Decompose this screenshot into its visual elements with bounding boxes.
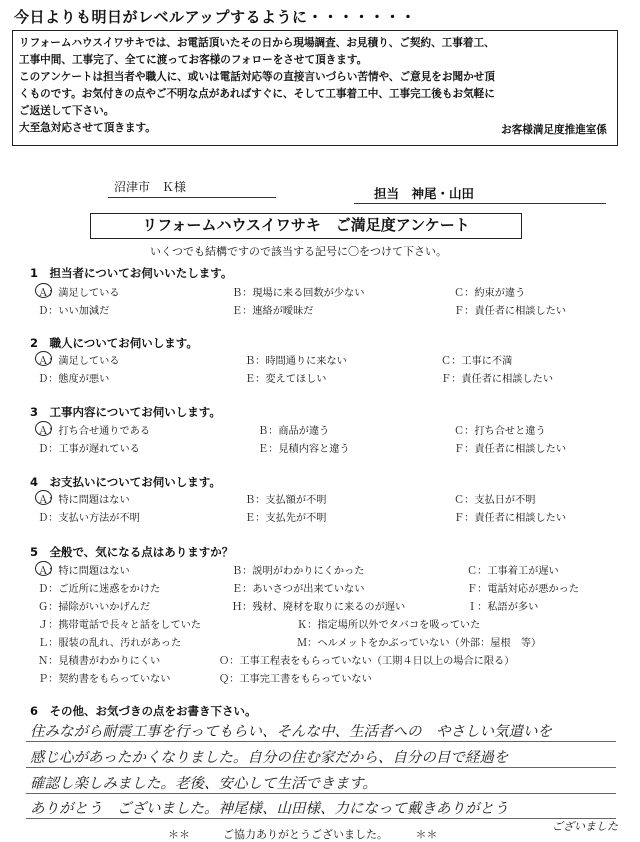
q6-heading: 6 その他、お気づきの点をお書き下さい。 bbox=[30, 704, 257, 718]
q5-option: Ｇ：掃除がいいかげんだ bbox=[38, 602, 151, 613]
intro-line: くものです。お気付きの点やご不明な点があればすぐに、そして工事着工中、工事完工後もお気軽に bbox=[19, 88, 495, 100]
q2-option: Ｆ：責任者に相談したい bbox=[441, 374, 554, 385]
intro-line: ご返送して下さい。 bbox=[19, 105, 115, 117]
q4-option: Ｃ：支払日が不明 bbox=[454, 495, 536, 506]
customer-underline bbox=[108, 197, 276, 198]
intro-line: リフォームハウスイワサキでは、お電話頂いたその日から現場調査、お見積り、ご契約、工事着工、 bbox=[19, 37, 495, 49]
q5-option: Ｆ：電話対応が悪かった bbox=[467, 584, 580, 595]
writing-line bbox=[26, 741, 616, 742]
q3-option: Ｆ：責任者に相談したい bbox=[454, 444, 567, 455]
q1-heading: 1 担当者についてお伺いいたします。 bbox=[30, 266, 233, 280]
q2-option: Ｅ：変えてほしい bbox=[245, 374, 327, 385]
handwritten-line: ありがとう ございました。神尾様、山田様、力になって戴きありがとう bbox=[30, 801, 509, 817]
q4-option: Ｆ：責任者に相談したい bbox=[454, 513, 567, 524]
q5-option: Ｑ：工事完工書をもらっていない bbox=[219, 674, 372, 685]
customer-name: 沼津市 Ｋ様 bbox=[114, 180, 187, 194]
handwritten-line: 確認し楽しみました。老後、安心して生活できます。 bbox=[30, 776, 377, 792]
q4-option: Ｅ：支払先が不明 bbox=[245, 513, 327, 524]
q5-option: Ｈ：残材、廃材を取りに来るのが遅い bbox=[232, 602, 406, 613]
q1-option: Ｃ：約束が違う bbox=[454, 288, 526, 299]
q1-option: Ｂ：現場に来る回数が少ない bbox=[232, 288, 365, 299]
handwritten-line: 住みながら耐震工事を行ってもらい、そんな中、生活者への やさしい気遣いを bbox=[30, 724, 552, 740]
intro-line: このアンケートは担当者や職人に、或いは電話対応等の直接言いづらい苦情や、ご意見をお聞かせ頂 bbox=[19, 71, 495, 83]
q1-option: Ｅ：連絡が曖昧だ bbox=[232, 306, 314, 317]
q5-option: Ｍ：ヘルメットをかぶっていない（外部：屋根 等） bbox=[297, 638, 542, 649]
q2-option: Ｂ：時間通りに来ない bbox=[245, 356, 347, 367]
writing-line bbox=[26, 767, 616, 768]
q5-option: Ｃ：工事着工が遅い bbox=[467, 566, 559, 577]
q2-heading: 2 職人についてお伺いします。 bbox=[30, 336, 198, 350]
q5-option: Ｅ：あいさつが出来ていない bbox=[232, 584, 365, 595]
q4-option: Ａ：特に問題はない bbox=[38, 495, 130, 506]
q1-option: Ａ：満足している bbox=[38, 288, 120, 299]
q4-heading: 4 お支払いについてお伺いします。 bbox=[30, 475, 221, 489]
q4-option: Ｂ：支払額が不明 bbox=[245, 495, 327, 506]
instruction: いくつでも結構ですので該当する記号に〇をつけて下さい。 bbox=[150, 245, 447, 258]
headline: 今日よりも明日がレベルアップするように・・・・・・・ bbox=[14, 8, 416, 26]
q5-option: Ｉ：私語が多い bbox=[467, 602, 539, 613]
q5-option: Ｎ：見積書がわかりにくい bbox=[38, 656, 161, 667]
handwritten-tail: ございました bbox=[552, 820, 618, 833]
q5-option: Ａ：特に問題はない bbox=[38, 566, 130, 577]
q2-option: Ｃ：工事に不満 bbox=[441, 356, 513, 367]
intro-line: 工事中間、工事完了、全てに渡ってお客様のフォローをさせて頂きます。 bbox=[19, 54, 368, 66]
q5-option: Ｊ：携帯電話で長々と話をしていた bbox=[38, 620, 201, 631]
q5-option: Ｋ：指定場所以外でタバコを吸っていた bbox=[297, 620, 481, 631]
q3-option: Ｄ：工事が遅れている bbox=[38, 444, 140, 455]
intro-box bbox=[12, 30, 618, 146]
q4-option: Ｄ：支払い方法が不明 bbox=[38, 513, 140, 524]
writing-line bbox=[26, 793, 616, 794]
q5-option: Ｄ：ご近所に迷惑をかけた bbox=[38, 584, 161, 595]
q5-option: Ｐ：契約書をもらっていない bbox=[38, 674, 171, 685]
department: お客様満足度推進室係 bbox=[501, 124, 607, 136]
q5-option: Ｌ：服装の乱れ、汚れがあった bbox=[38, 638, 182, 649]
q3-heading: 3 工事内容についてお伺いします。 bbox=[30, 405, 221, 419]
q5-heading: 5 全般で、気になる点はありますか？ bbox=[30, 545, 234, 559]
q5-option: Ｏ：工事工程表をもらっていない（工期４日以上の場合に限る） bbox=[219, 656, 515, 667]
q1-option: Ｆ：責任者に相談したい bbox=[454, 306, 567, 317]
staff-underline bbox=[354, 203, 606, 204]
handwritten-line: 感じ心があったかくなりました。自分の住む家だから、自分の目で経過を bbox=[30, 750, 509, 766]
thanks-footer: ＊＊ ご協力ありがとうございました。 ＊＊ bbox=[168, 828, 438, 841]
q2-option: Ｄ：態度が悪い bbox=[38, 374, 110, 385]
q2-option: Ａ：満足している bbox=[38, 356, 120, 367]
q3-option: Ｅ：見積内容と違う bbox=[258, 444, 350, 455]
q3-option: Ｂ：商品が違う bbox=[258, 426, 330, 437]
staff-name: 担当 神尾・山田 bbox=[374, 186, 475, 201]
writing-line bbox=[26, 818, 616, 819]
survey-title: リフォームハウスイワサキ ご満足度アンケート bbox=[90, 213, 522, 239]
intro-line: 大至急対応させて頂きます。 bbox=[19, 122, 156, 134]
q5-option: Ｂ：説明がわかりにくかった bbox=[232, 566, 365, 577]
q3-option: Ｃ：打ち合せと違う bbox=[454, 426, 546, 437]
q1-option: Ｄ：いい加減だ bbox=[38, 306, 110, 317]
q3-option: Ａ：打ち合せ通りである bbox=[38, 426, 151, 437]
